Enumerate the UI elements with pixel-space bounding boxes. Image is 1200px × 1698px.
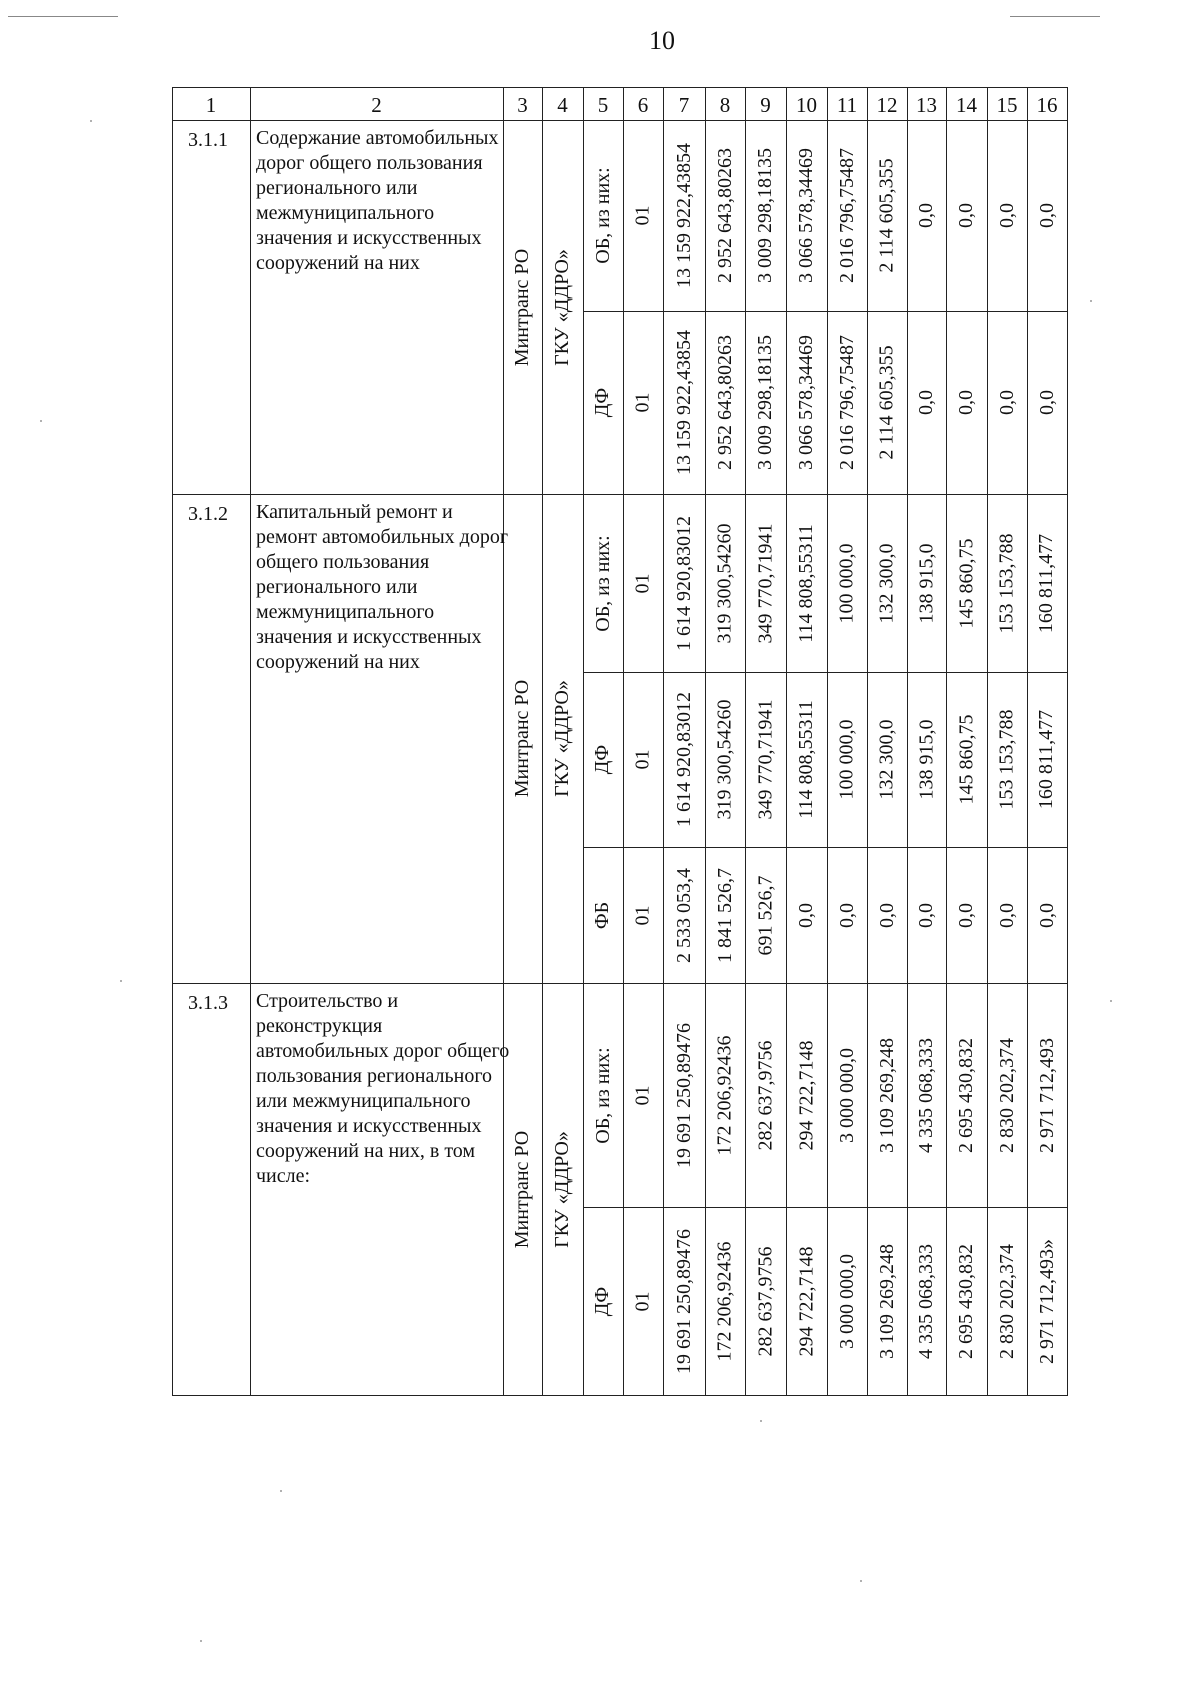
header-col-14: 14 [956,93,977,117]
source-code-cell [623,672,663,847]
amount-value-cell [663,672,705,847]
amount-value: 0,0 [875,902,898,928]
header-col-16: 16 [1036,93,1058,117]
source-code: 01 [631,1085,654,1105]
amount-value: 153 153,788 [995,533,1018,633]
amount-value-cell [705,1207,745,1395]
source-name-cell [583,120,623,311]
amount-value: 691 526,7 [754,875,776,955]
amount-value: 1 614 920,83012 [672,692,695,827]
source-name: ДФ [591,1286,614,1316]
amount-value-cell [745,983,786,1207]
amount-value-cell [1027,1207,1067,1395]
amount-value-cell [705,847,745,983]
amount-value-cell [987,983,1027,1207]
amount-value-cell [663,311,705,494]
executor: Минтранс РО [511,1130,534,1248]
amount-value-cell [907,1207,946,1395]
amount-value: 0,0 [1035,902,1058,928]
row-code: 3.1.3 [188,992,228,1014]
amount-value: 3 000 000,0 [835,1253,858,1349]
participant: ГКУ «ДДРО» [551,680,574,797]
amount-value: 4 335 068,333 [915,1243,937,1359]
amount-value-cell [1027,311,1067,494]
amount-value: 13 159 922,43854 [672,330,695,475]
amount-value-cell [705,983,745,1207]
amount-value-cell [867,1207,907,1395]
amount-value: 172 206,92436 [713,1035,736,1155]
amount-value: 100 000,0 [835,543,858,623]
amount-value: 0,0 [795,902,817,928]
header-col-10: 10 [796,93,817,117]
amount-value-cell [987,1207,1027,1395]
source-code: 01 [631,392,654,413]
amount-value-cell [827,983,867,1207]
amount-value-cell [907,847,946,983]
amount-value-cell [745,311,786,494]
amount-value: 0,0 [955,203,977,228]
source-code: 01 [631,905,654,925]
amount-value: 3 066 578,34469 [795,335,817,470]
amount-value: 19 691 250,89476 [672,1228,695,1374]
amount-value-cell [745,494,786,672]
source-name-cell [583,983,623,1207]
source-code: 01 [631,205,654,226]
amount-value: 3 109 269,248 [875,1037,898,1153]
source-code-cell [623,120,663,311]
amount-value-cell [663,1207,705,1395]
amount-value: 319 300,54260 [713,699,736,820]
amount-value-cell [827,311,867,494]
amount-value-cell [786,983,827,1207]
source-name: ДФ [591,387,614,418]
amount-value: 19 691 250,89476 [672,1022,695,1168]
amount-value: 138 915,0 [915,719,937,800]
amount-value: 2 016 796,75487 [835,335,858,470]
amount-value-cell [827,672,867,847]
amount-value-cell [987,847,1027,983]
source-code-cell [623,1207,663,1395]
column-line-0 [172,87,173,1395]
amount-value: 2 971 712,493 [1035,1037,1058,1153]
amount-value: 294 722,7148 [795,1040,817,1150]
amount-value-cell [907,311,946,494]
amount-value-cell [705,311,745,494]
amount-value-cell [946,494,987,672]
row-name: Содержание автомобильных дорог общего пользования регионального или межмуниципального значения и искусственных сооружений на них [256,127,499,274]
amount-value-cell [946,672,987,847]
amount-value-cell [1027,494,1067,672]
amount-value: 160 811,477 [1035,533,1058,633]
amount-value: 0,0 [995,902,1018,928]
source-code-cell [623,983,663,1207]
source-name: ДФ [591,744,614,775]
source-name: ФБ [591,901,614,929]
amount-value: 4 335 068,333 [915,1037,937,1153]
source-code: 01 [631,573,654,593]
amount-value-cell [786,672,827,847]
amount-value-cell [786,1207,827,1395]
header-col-2: 2 [371,93,382,117]
source-name-cell [583,672,623,847]
column-line-16 [1067,87,1068,1395]
amount-value-cell [987,120,1027,311]
scan-speck [1110,1000,1112,1002]
amount-value: 2 114 605,355 [875,158,898,273]
source-code-cell [623,847,663,983]
amount-value: 0,0 [915,902,937,928]
source-name-cell [583,311,623,494]
amount-value-cell [786,494,827,672]
amount-value: 2 952 643,80263 [713,335,736,470]
amount-value-cell [705,120,745,311]
header-col-13: 13 [916,93,937,117]
amount-value-cell [705,494,745,672]
header-col-7: 7 [678,93,690,117]
amount-value-cell [663,983,705,1207]
amount-value-cell [1027,120,1067,311]
participant-cell [542,120,583,494]
row-code: 3.1.2 [188,503,228,525]
amount-value: 282 637,9756 [754,1246,776,1356]
scan-edge-left [8,16,118,17]
scan-speck [760,1420,762,1422]
amount-value-cell [946,311,987,494]
amount-value: 13 159 922,43854 [672,143,695,288]
source-code: 01 [631,749,654,770]
amount-value-cell [827,1207,867,1395]
amount-value-cell [946,983,987,1207]
amount-value-cell [987,494,1027,672]
header-col-15: 15 [996,93,1018,117]
amount-value-cell [1027,847,1067,983]
amount-value-cell [946,120,987,311]
amount-value: 114 808,55311 [795,523,818,643]
row-name: Капитальный ремонт и ремонт автомобильных дорог общего пользования регионального или межмуниципального значения и искусственных сооружений на них [256,501,509,673]
amount-value: 1 614 920,83012 [672,515,695,651]
amount-value-cell [867,983,907,1207]
amount-value-cell [1027,983,1067,1207]
amount-value: 3 009 298,18135 [754,148,776,283]
amount-value-cell [827,847,867,983]
executor-cell [503,983,542,1395]
source-code-cell [623,311,663,494]
amount-value: 145 860,75 [955,714,977,805]
page-number: 10 [649,26,675,55]
amount-value-cell [663,494,705,672]
amount-value-cell [745,120,786,311]
amount-value: 0,0 [955,902,977,928]
amount-value: 2 695 430,832 [955,1037,977,1153]
amount-value: 349 770,71941 [754,523,776,643]
column-line-1 [250,87,251,1395]
amount-value: 0,0 [1035,390,1058,415]
source-name-cell [583,847,623,983]
amount-value: 3 066 578,34469 [795,148,817,283]
participant-cell [542,494,583,983]
source-name-cell [583,1207,623,1395]
row-code: 3.1.1 [188,129,228,151]
amount-value-cell [745,1207,786,1395]
header-col-5: 5 [597,93,609,117]
amount-value-cell [907,983,946,1207]
amount-value: 3 009 298,18135 [754,335,776,470]
scan-edge-right [1010,16,1100,17]
amount-value-cell [827,120,867,311]
amount-value-cell [867,847,907,983]
scan-speck [860,1580,862,1582]
header-col-6: 6 [637,93,649,117]
header-col-3: 3 [517,93,528,117]
amount-value-cell [745,672,786,847]
scan-speck [280,1490,282,1492]
amount-value-cell [786,120,827,311]
source-name: ОБ, из них: [591,1046,614,1144]
amount-value-cell [987,311,1027,494]
executor-cell [503,494,542,983]
amount-value: 1 841 526,7 [713,867,736,963]
executor-cell [503,120,542,494]
amount-value: 0,0 [1035,203,1058,228]
amount-value: 3 109 269,248 [875,1243,898,1359]
amount-value: 138 915,0 [915,543,937,623]
amount-value-cell [663,120,705,311]
participant-cell [542,983,583,1395]
amount-value-cell [663,847,705,983]
amount-value-cell [745,847,786,983]
header-col-9: 9 [760,93,771,117]
scan-speck [200,1640,202,1642]
amount-value: 282 637,9756 [754,1040,776,1150]
participant: ГКУ «ДДРО» [551,1130,574,1248]
amount-value-cell [1027,672,1067,847]
amount-value: 2 952 643,80263 [713,148,736,283]
amount-value: 294 722,7148 [795,1246,817,1356]
amount-value: 2 533 053,4 [672,867,695,963]
amount-value: 153 153,788 [995,709,1018,810]
amount-value: 172 206,92436 [713,1241,736,1361]
amount-value: 0,0 [995,390,1018,415]
scan-speck [40,420,42,422]
executor: Минтранс РО [511,679,534,798]
amount-value: 2 830 202,374 [995,1037,1018,1153]
source-code-cell [623,494,663,672]
amount-value: 0,0 [915,203,937,228]
amount-value: 0,0 [995,203,1018,228]
amount-value: 2 114 605,355 [875,345,898,460]
source-name: ОБ, из них: [591,534,614,632]
amount-value: 114 808,55311 [795,700,818,819]
amount-value-cell [946,847,987,983]
amount-value: 2 016 796,75487 [835,148,858,283]
scan-speck [120,980,122,982]
table-bottom-border [172,1395,1068,1396]
amount-value-cell [786,847,827,983]
header-col-1: 1 [205,93,217,117]
amount-value: 132 300,0 [875,543,898,623]
amount-value: 349 770,71941 [754,699,776,820]
amount-value-cell [786,311,827,494]
amount-value: 3 000 000,0 [835,1047,858,1143]
amount-value: 0,0 [915,390,937,415]
amount-value-cell [907,120,946,311]
source-name-cell [583,494,623,672]
header-col-12: 12 [876,93,898,117]
amount-value-cell [907,672,946,847]
amount-value-cell [867,494,907,672]
amount-value-cell [867,120,907,311]
amount-value: 132 300,0 [875,719,898,800]
executor: Минтранс РО [511,248,534,366]
amount-value: 100 000,0 [835,719,858,800]
amount-value: 2 971 712,493» [1035,1238,1058,1364]
amount-value-cell [867,311,907,494]
amount-value: 0,0 [955,390,977,415]
source-code: 01 [631,1291,654,1311]
amount-value-cell [946,1207,987,1395]
amount-value-cell [867,672,907,847]
header-col-11: 11 [836,93,858,117]
amount-value: 0,0 [835,902,858,928]
scan-speck [1090,300,1092,302]
source-name: ОБ, из них: [591,167,614,264]
amount-value-cell [827,494,867,672]
amount-value: 319 300,54260 [713,523,736,643]
amount-value-cell [987,672,1027,847]
amount-value: 2 695 430,832 [955,1243,977,1359]
amount-value: 160 811,477 [1035,709,1058,810]
row-name: Строительство и реконструкция автомобильных дорог общего пользования регионального или межмуниципального значения и искусственных сооружений на них, в том числе: [256,990,510,1187]
amount-value: 2 830 202,374 [995,1243,1018,1359]
header-col-8: 8 [719,93,731,117]
header-col-4: 4 [557,93,568,117]
scan-speck [90,120,92,122]
participant: ГКУ «ДДРО» [551,248,574,366]
amount-value: 145 860,75 [955,538,977,628]
amount-value-cell [907,494,946,672]
amount-value-cell [705,672,745,847]
